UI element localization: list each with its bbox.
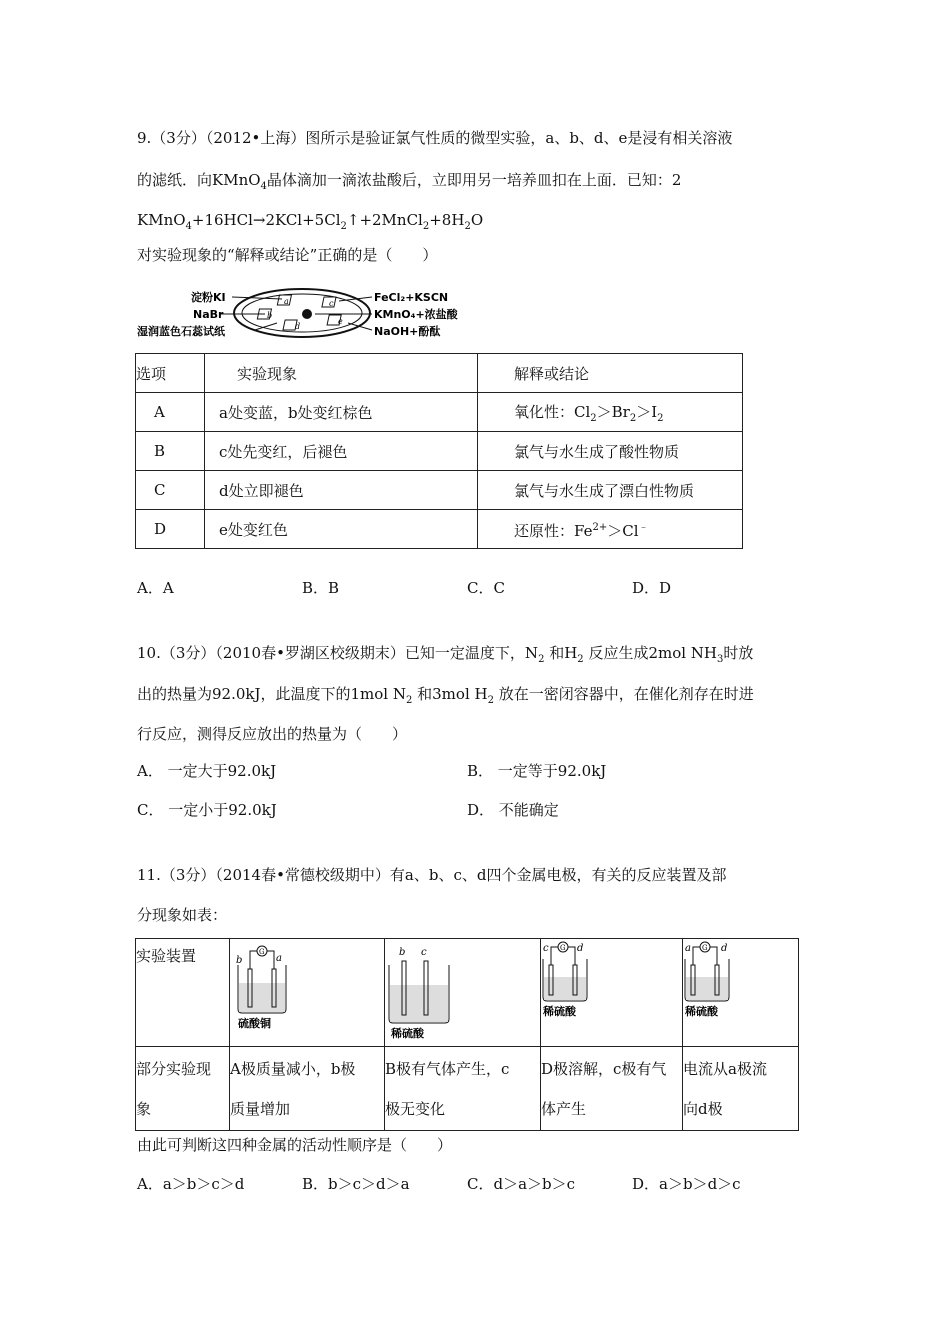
label-a: a [284, 297, 289, 306]
table-row [136, 939, 799, 1047]
q11-option-a[interactable]: A．a＞b＞c＞d [137, 1175, 245, 1193]
label-e: e [338, 317, 343, 326]
q11-line1: 11.（3分）（2014春•常德校级期中）有a、b、c、d四个金属电极，有关的反应装置及部 [137, 866, 727, 884]
label-fecl: FeCl₂+KSCN [374, 291, 449, 304]
apparatus-cell-4 [683, 939, 799, 1047]
beaker-2-icon [385, 939, 465, 1039]
table-row [136, 471, 743, 510]
petri-dish-inner [242, 294, 362, 332]
header-conclusion: 解释或结论 [478, 354, 743, 393]
label-kI: 淀粉KI [191, 291, 226, 304]
label-naBr: NaBr [193, 308, 224, 321]
beaker-4-icon [683, 939, 763, 1021]
q11-option-d[interactable]: D．a＞b＞d＞c [632, 1175, 741, 1193]
q10-option-d[interactable]: D． 不能确定 [467, 801, 559, 819]
table-row [136, 354, 743, 393]
q11-option-c[interactable]: C．d＞a＞b＞c [467, 1175, 576, 1193]
svg-text:硫酸铜: 硫酸铜 [238, 1017, 271, 1030]
label-b: b [267, 311, 273, 320]
label-naoh: NaOH+酚酞 [374, 325, 441, 338]
table-row [136, 510, 743, 549]
svg-text:b: b [399, 947, 406, 958]
q9-option-a[interactable]: A．A [137, 579, 174, 597]
q9-prompt: 对实验现象的“解释或结论”正确的是（ ） [137, 246, 438, 264]
phenomenon-header: 部分实验现 象 [136, 1047, 230, 1131]
apparatus-cell-1 [230, 939, 385, 1047]
header-phenomenon: 实验现象 [205, 354, 478, 393]
svg-text:b: b [236, 955, 243, 966]
q11-option-b[interactable]: B．b＞c＞d＞a [302, 1175, 410, 1193]
q10-line3: 行反应，测得反应放出的热量为（ ） [137, 725, 408, 743]
q9-option-c[interactable]: C．C [467, 579, 505, 597]
svg-text:G: G [259, 948, 265, 956]
q9-option-d[interactable]: D．D [632, 579, 672, 597]
beaker-3-icon [541, 939, 621, 1021]
phenomenon-cell-1: A极质量减小，b极 质量增加 [230, 1047, 385, 1131]
conclusion-cell: 氧化性：$Cl_2>Br_2>I_2$ [478, 393, 743, 432]
q11-table [135, 938, 799, 1131]
apparatus-cell-3 [541, 939, 683, 1047]
label-c: c [329, 299, 334, 308]
phenomenon-cell: a处变蓝，b处变红棕色 [205, 393, 478, 432]
phenomenon-cell: d处立即褪色 [205, 471, 478, 510]
svg-text:c: c [421, 947, 427, 958]
q10-option-b[interactable]: B． 一定等于92.0kJ [467, 762, 607, 780]
option-cell: C [136, 471, 205, 510]
conclusion-cell: 还原性：$Fe^{2+}>Cl^﹣$ [478, 510, 743, 549]
header-option: 选项 [136, 354, 205, 393]
q9-option-b[interactable]: B．B [302, 579, 340, 597]
label-d: d [295, 322, 301, 331]
petri-dish-outer [234, 289, 370, 337]
option-cell: A [136, 393, 205, 432]
option-cell: D [136, 510, 205, 549]
phenomenon-cell-2: B极有气体产生，c 极无变化 [385, 1047, 541, 1131]
svg-text:G: G [560, 944, 566, 952]
q9-experiment-diagram [137, 283, 467, 343]
svg-text:d: d [577, 943, 584, 954]
table-row [136, 432, 743, 471]
q9-line2: 的滤纸．向KMnO$_4$晶体滴加一滴浓盐酸后，立即用另一培养皿扣在上面．已知：2 [137, 171, 682, 192]
conclusion-cell: 氯气与水生成了酸性物质 [478, 432, 743, 471]
label-kmno: KMnO₄+浓盐酸 [374, 308, 458, 321]
svg-text:G: G [702, 944, 708, 952]
phenomenon-cell: c处先变红，后褪色 [205, 432, 478, 471]
q10-line2: 出的热量为92.0kJ，此温度下的1mol $N_2$ 和3mol $H_2$ 放在一密闭容器中，在催化剂存在时进 [137, 685, 754, 706]
q9-line1: 9.（3分）（2012•上海）图所示是验证氯气性质的微型实验，a、b、d、e是浸有相关溶液 [137, 129, 733, 147]
svg-text:d: d [721, 943, 728, 954]
phenomenon-cell-4: 电流从a极流 向d极 [683, 1047, 799, 1131]
q10-line1: 10.（3分）（2010春•罗湖区校级期末）已知一定温度下，$N_2$ 和$H_2$ 反应生成2mol $NH_3$时放 [137, 644, 754, 665]
q10-option-c[interactable]: C． 一定小于92.0kJ [137, 801, 277, 819]
beaker-1-icon [230, 939, 310, 1031]
phenomenon-cell: e处变红色 [205, 510, 478, 549]
svg-text:c: c [543, 943, 549, 954]
q10-option-a[interactable]: A． 一定大于92.0kJ [137, 762, 277, 780]
q9-table [135, 353, 743, 549]
svg-text:稀硫酸: 稀硫酸 [543, 1005, 576, 1018]
svg-text:稀硫酸: 稀硫酸 [391, 1027, 424, 1039]
q9-equation: $KMnO_4+16HCl\to 2KCl+5Cl_2↑+2MnCl_2+8H_2O$ [137, 211, 484, 232]
q11-prompt: 由此可判断这四种金属的活动性顺序是（ ） [137, 1136, 453, 1154]
conclusion-cell: 氯气与水生成了漂白性物质 [478, 471, 743, 510]
apparatus-header: 实验装置 [136, 939, 230, 1047]
svg-text:稀硫酸: 稀硫酸 [685, 1005, 718, 1018]
option-cell: B [136, 432, 205, 471]
table-row [136, 1047, 799, 1131]
label-litmus: 湿润蓝色石蕊试纸 [137, 325, 225, 338]
q11-line2: 分现象如表： [137, 906, 228, 924]
svg-text:a: a [276, 953, 282, 964]
svg-text:a: a [685, 943, 691, 954]
phenomenon-cell-3: D极溶解，c极有气 体产生 [541, 1047, 683, 1131]
table-row [136, 393, 743, 432]
apparatus-cell-2 [385, 939, 541, 1047]
kmno4-crystal [302, 309, 312, 319]
